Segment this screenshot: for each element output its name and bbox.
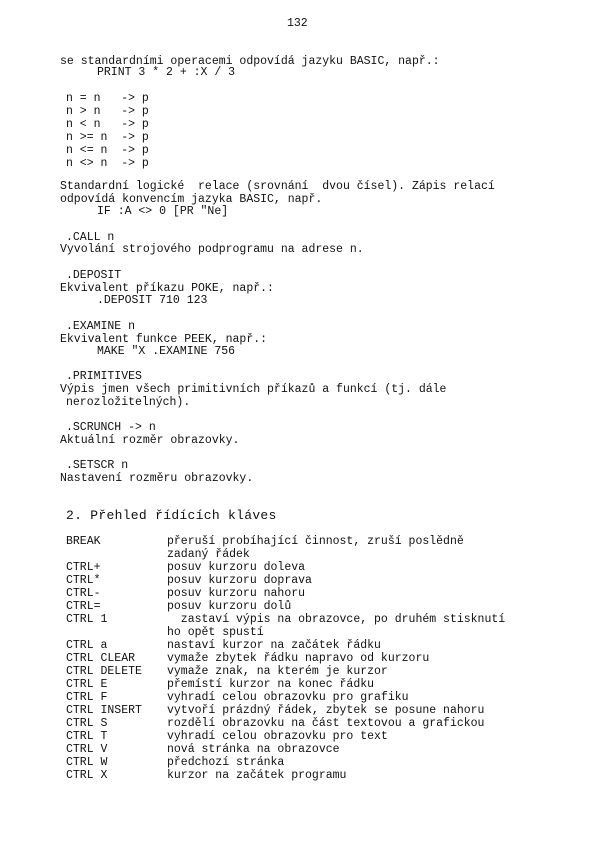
key-description: vymaže znak, na kterém je kurzor: [167, 665, 388, 678]
key-name: CTRL W: [66, 756, 108, 769]
relation-line: n <= n -> p: [66, 144, 149, 157]
key-name: CTRL-: [66, 587, 101, 600]
relation-line: n = n -> p: [66, 92, 149, 105]
key-name: CTRL DELETE: [66, 665, 142, 678]
command-name: .SCRUNCH -> n: [66, 421, 156, 434]
relation-line: n >= n -> p: [66, 131, 149, 144]
key-name: CTRL CLEAR: [66, 652, 136, 665]
key-name: CTRL F: [66, 691, 108, 704]
key-description: zastaví výpis na obrazovce, po druhém stisknutí: [167, 613, 506, 626]
key-description: nastaví kurzor na začátek řádku: [167, 639, 381, 652]
key-description: přemístí kurzor na konec řádku: [167, 678, 375, 691]
text-line: nerozložitelných).: [66, 396, 191, 409]
text-line: se standardními operacemi odpovídá jazyku BASIC, např.:: [60, 55, 440, 68]
text-line: Nastavení rozměru obrazovky.: [60, 472, 254, 485]
text-line: Ekvivalent funkce PEEK, např.:: [60, 333, 268, 346]
key-description: zadaný řádek: [167, 548, 250, 561]
relation-line: n < n -> p: [66, 118, 149, 131]
page-number: 132: [287, 17, 308, 30]
command-name: .EXAMINE n: [66, 320, 136, 333]
text-line: Ekvivalent příkazu POKE, např.:: [60, 282, 274, 295]
key-description: posuv kurzoru doprava: [167, 574, 312, 587]
command-name: .CALL n: [66, 231, 115, 244]
code-line: .DEPOSIT 710 123: [97, 294, 208, 307]
key-description: posuv kurzoru doleva: [167, 561, 306, 574]
key-description: rozdělí obrazovku na část textovou a grafickou: [167, 717, 485, 730]
code-line: IF :A <> 0 [PR "Ne]: [97, 205, 229, 218]
key-name: CTRL a: [66, 639, 108, 652]
code-line: PRINT 3 * 2 + :X / 3: [97, 66, 236, 79]
key-name: CTRL 1: [66, 613, 108, 626]
section-heading: 2. Přehled řídících kláves: [66, 508, 277, 523]
key-name: BREAK: [66, 535, 101, 548]
text-line: Standardní logické relace (srovnání dvou čísel). Zápis relací: [60, 180, 495, 193]
key-name: CTRL E: [66, 678, 108, 691]
command-name: .SETSCR n: [66, 459, 129, 472]
text-line: Vyvolání strojového podprogramu na adrese n.: [60, 243, 364, 256]
key-name: CTRL X: [66, 769, 108, 782]
command-name: .DEPOSIT: [66, 269, 122, 282]
key-description: předchozí stránka: [167, 756, 285, 769]
command-name: .PRIMITIVES: [66, 370, 142, 383]
text-line: odpovídá konvencím jazyka BASIC, např.: [60, 193, 323, 206]
code-line: MAKE "X .EXAMINE 756: [97, 345, 236, 358]
key-description: nová stránka na obrazovce: [167, 743, 340, 756]
key-description: přeruší probíhající činnost, zruší poslědně: [167, 535, 464, 548]
key-description: posuv kurzoru dolů: [167, 600, 292, 613]
key-name: CTRL+: [66, 561, 101, 574]
key-description: vyhradí celou obrazovku pro grafiku: [167, 691, 409, 704]
key-name: CTRL INSERT: [66, 704, 142, 717]
key-name: CTRL=: [66, 600, 101, 613]
key-name: CTRL V: [66, 743, 108, 756]
key-description: kurzor na začátek programu: [167, 769, 347, 782]
key-name: CTRL*: [66, 574, 101, 587]
relation-line: n <> n -> p: [66, 157, 149, 170]
key-name: CTRL S: [66, 717, 108, 730]
key-description: vymaže zbytek řádku napravo od kurzoru: [167, 652, 430, 665]
key-name: CTRL T: [66, 730, 108, 743]
key-description: vyhradí celou obrazovku pro text: [167, 730, 388, 743]
relation-line: n > n -> p: [66, 105, 149, 118]
key-description: vytvoří prázdný řádek, zbytek se posune nahoru: [167, 704, 485, 717]
text-line: Aktuální rozměr obrazovky.: [60, 434, 240, 447]
key-description: ho opět spustí: [167, 626, 264, 639]
text-line: Výpis jmen všech primitivních příkazů a funkcí (tj. dále: [60, 383, 447, 396]
key-description: posuv kurzoru nahoru: [167, 587, 306, 600]
